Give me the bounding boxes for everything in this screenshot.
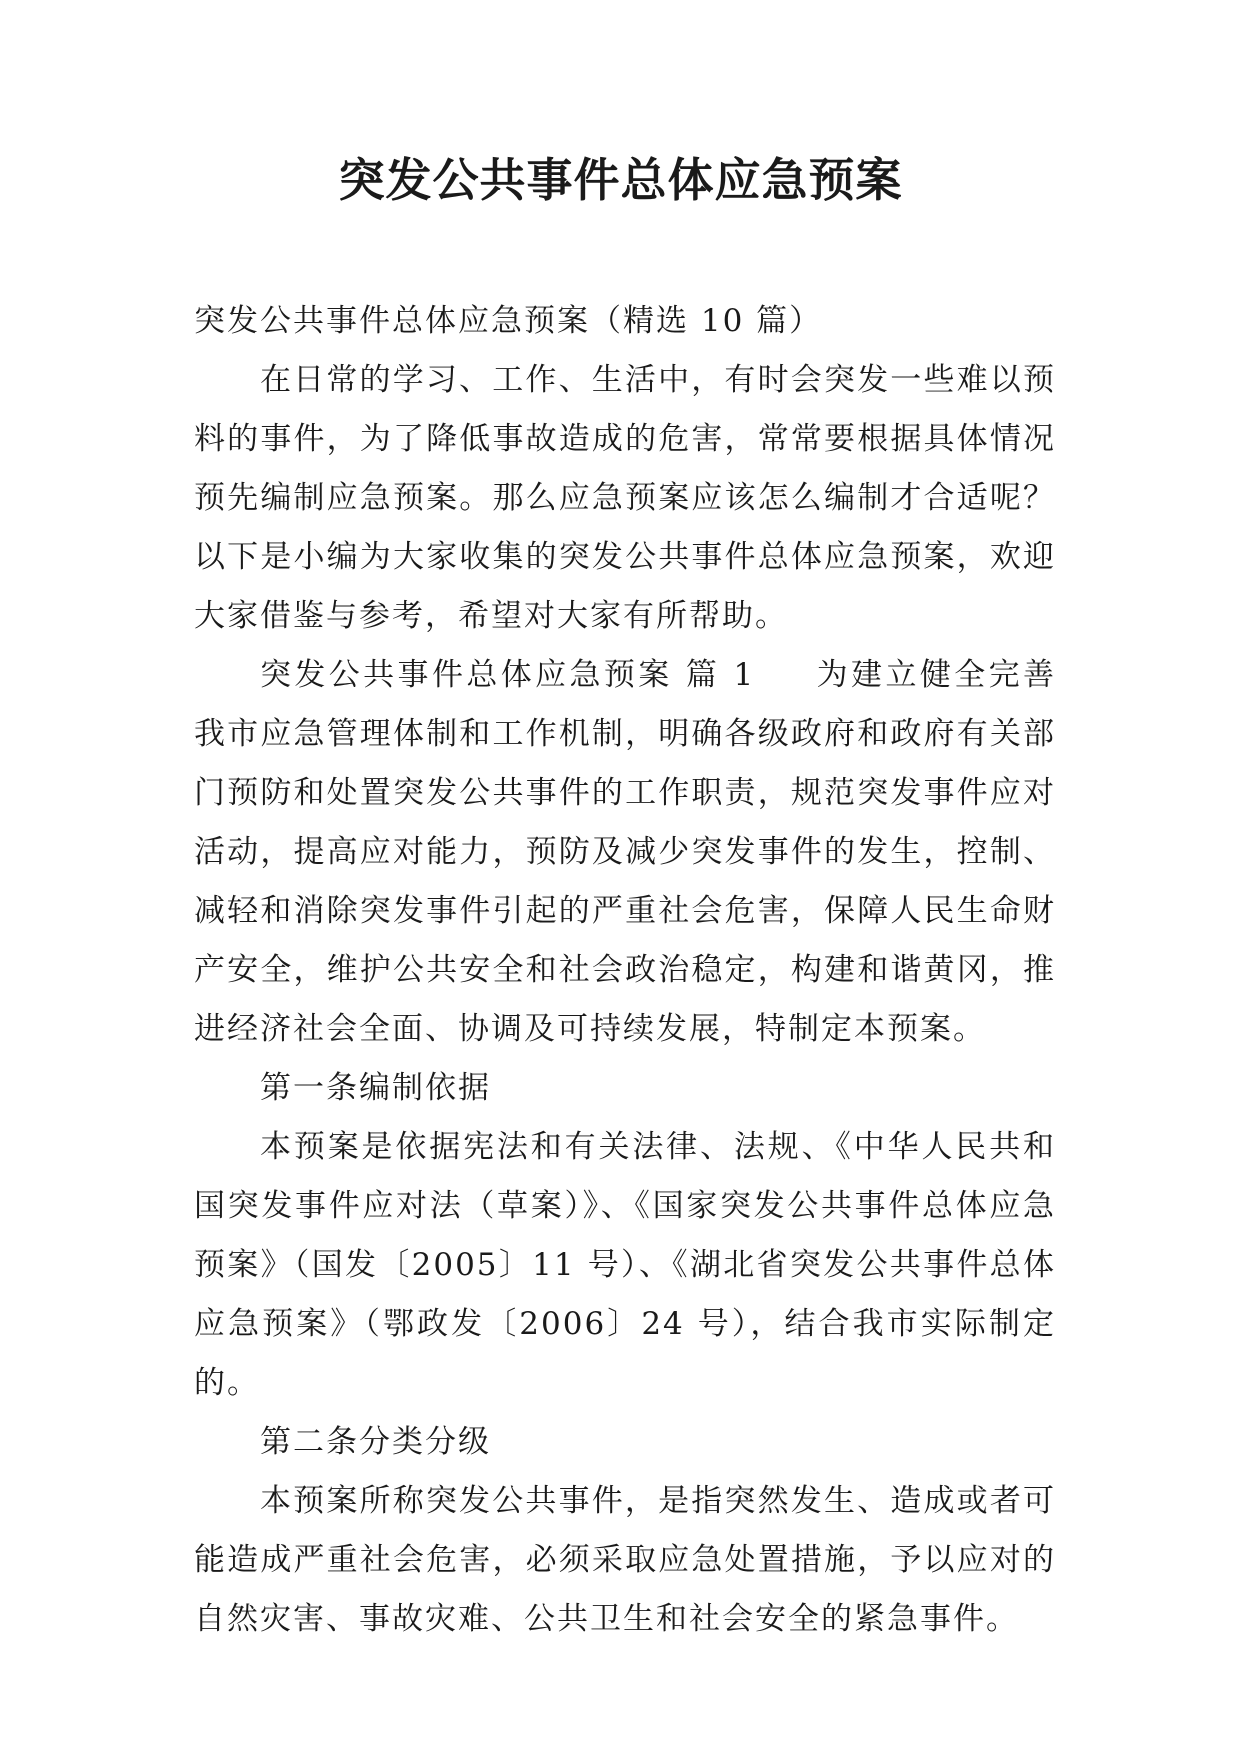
article1-heading: 第一条编制依据 [260,1070,491,1106]
article2-heading: 第二条分类分级 [260,1424,491,1460]
article2-paragraph: 本预案所称突发公共事件，是指突然发生、造成或者可能造成严重社会危害，必须采取应急处置措施，予以应对的自然灾害、事故灾难、公共卫生和社会安全的紧急事件。 [194,1483,1056,1637]
part1-paragraph [194,646,1056,1059]
intro-paragraph: 在日常的学习、工作、生活中，有时会突发一些难以预料的事件，为了降低事故造成的危害，常常要根据具体情况预先编制应急预案。那么应急预案应该怎么编制才合适呢？以下是小编为大家收集的突发公共事件总体应急预案，欢迎大家借鉴与参考，希望对大家有所帮助。 [194,362,1056,634]
part1-label: 突发公共事件总体应急预案 篇 1 [260,657,756,693]
article1-paragraph: 本预案是依据宪法和有关法律、法规、《中华人民共和国突发事件应对法（草案）》、《国家突发公共事件总体应急预案》（国发〔2005〕11 号）、《湖北省突发公共事件总体应急预案》（鄂政发〔2006〕24 号），结合我市实际制定的。 [194,1129,1056,1401]
document-body [194,292,1056,1649]
document-subtitle: 突发公共事件总体应急预案（精选 10 篇） [194,303,823,339]
document-title: 突发公共事件总体应急预案 [338,153,903,207]
part1-text: 为建立健全完善我市应急管理体制和工作机制，明确各级政府和政府有关部门预防和处置突发公共事件的工作职责，规范突发事件应对活动，提高应对能力，预防及减少突发事件的发生，控制、减轻和消除突发事件引起的严重社会危害，保障人民生命财产安全，维护公共安全和社会政治稳定，构建和谐黄冈，推进经济社会全面、协调及可持续发展，特制定本预案。 [194,657,1057,1047]
